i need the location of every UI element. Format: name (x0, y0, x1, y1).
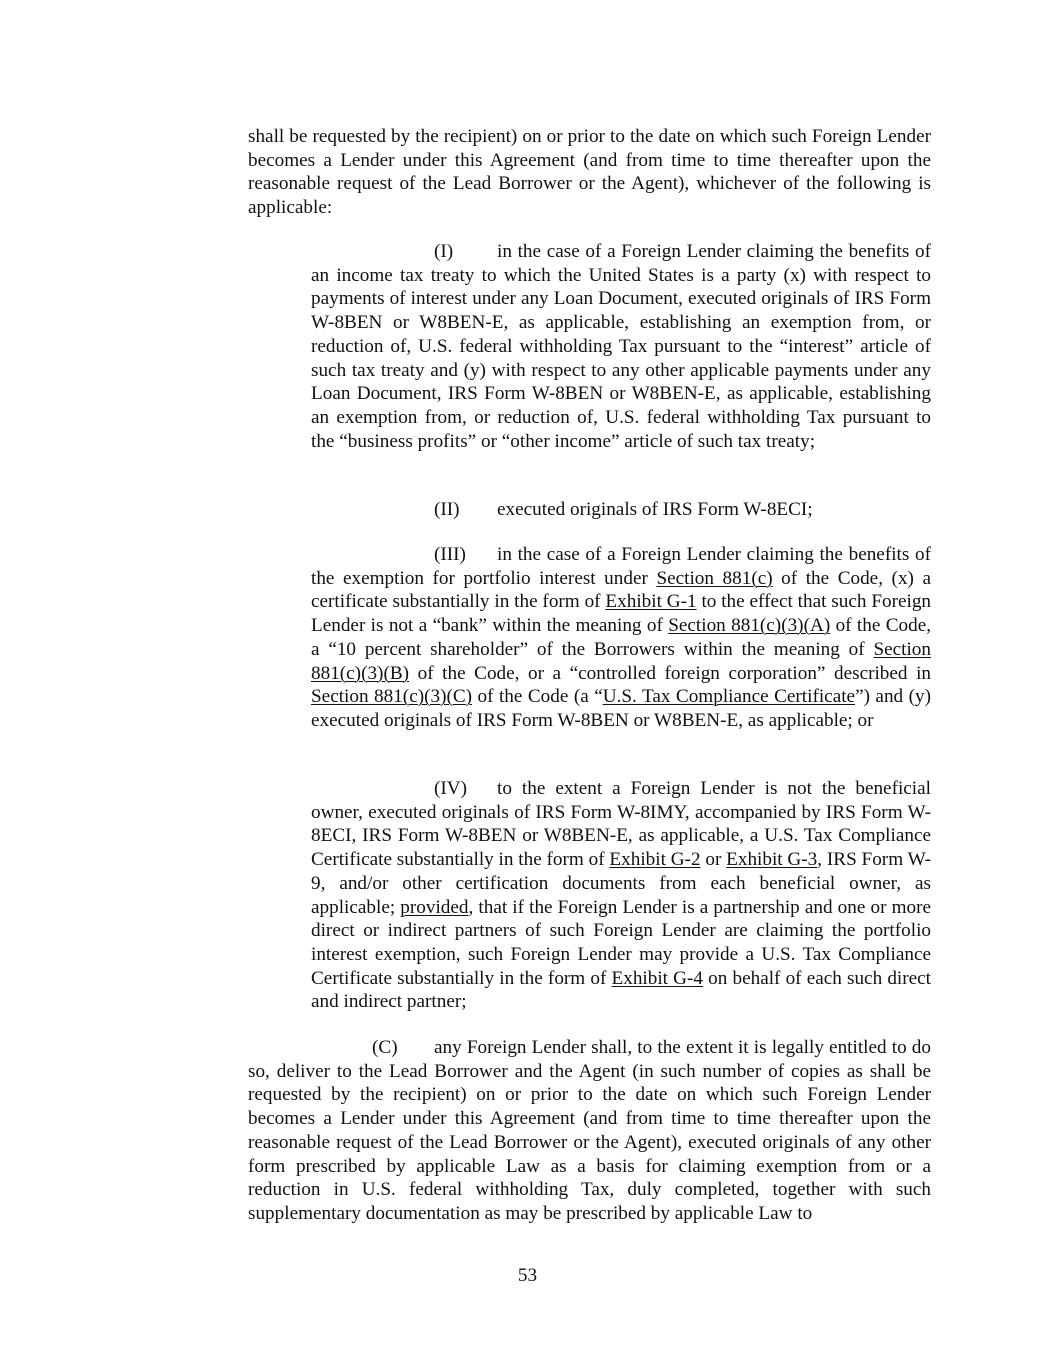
clause-i (311, 240, 931, 453)
section-881c3c-reference: Section 881(c)(3)(C) (311, 686, 473, 708)
section-881c3b-reference: Section 881(c)(3)(B) (311, 638, 931, 684)
tax-compliance-certificate-term: U.S. Tax Compliance Certificate (602, 686, 856, 708)
clause-iii-text: of the Code (a “ (472, 686, 603, 708)
clause-iv-text: , IRS Form W-9, and/or other certification documents from each beneficial owner, as applicable; (311, 849, 932, 918)
clause-iv-text: to the extent a Foreign Lender is not the beneficial owner, executed originals of IRS Form W-8IMY, accompanied by IRS Form W-8ECI, IRS Form W-8BEN or W8BEN-E, as applicable, a U.S. Tax Compliance Certificate substantially in the form of (311, 778, 931, 871)
clause-iv-text: , that if the Foreign Lender is a partnership and one or more direct or indirect partners of such Foreign Lender are claiming the portfolio interest exemption, such Foreign Lender may provide a U.S. Tax Compliance Certificate substantially in the form of (311, 896, 931, 989)
clause-iv-label: (IV) (434, 778, 468, 799)
intro-paragraph (248, 125, 931, 220)
clause-c-text: any Foreign Lender shall, to the extent it is legally entitled to do so, deliver to the Lead Borrower and the Agent (in such number of copies as shall be requested by the recipient) on or prior to the date on which such Foreign Lender becomes a Lender under this Agreement (and from time to time thereafter upon the reasonable request of the Lead Borrower or the Agent), executed originals of any other form prescribed by applicable Law as a basis for claiming exemption from or a reduction in U.S. federal withholding Tax, duly completed, together with such supplementary documentation as may be prescribed by applicable Law to (248, 1037, 931, 1224)
clause-ii-label: (II) (434, 499, 460, 520)
clause-iv (311, 777, 931, 1014)
clause-iv-text: or (700, 849, 727, 871)
clause-iii (311, 543, 931, 733)
clause-iii-text: of the Code, (x) a certificate substantially in the form of (311, 567, 931, 613)
section-881c-reference: Section 881(c) (656, 567, 773, 589)
clause-iii-text: to the effect that such Foreign Lender is not a “bank” within the meaning of (311, 591, 932, 637)
page-number: 53 (517, 1265, 538, 1286)
clause-c (248, 1036, 931, 1226)
exhibit-g2-reference: Exhibit G-2 (609, 849, 701, 871)
intro-text: shall be requested by the recipient) on or prior to the date on which such Foreign Lender becomes a Lender under this Agreement (and from time to time thereafter upon the reasonable request of the Lead Borrower or the Agent), whichever of the following is applicable: (248, 126, 931, 219)
provided-term: provided (400, 896, 469, 918)
clause-i-label: (I) (434, 241, 454, 262)
clause-c-label: (C) (372, 1037, 398, 1058)
clause-iii-text: ”) and (y) executed originals of IRS Form W-8BEN or W8BEN-E, as applicable; or (311, 686, 931, 731)
clause-iii-text: of the Code, a “10 percent shareholder” of the Borrowers within the meaning of (311, 615, 932, 660)
clause-iii-text: of the Code, or a “controlled foreign corporation” described in (409, 662, 931, 684)
clause-iii-text: in the case of a Foreign Lender claiming the benefits of the exemption for portfolio interest under (311, 544, 931, 589)
exhibit-g1-reference: Exhibit G-1 (605, 591, 697, 613)
clause-ii-text: executed originals of IRS Form W-8ECI; (497, 499, 813, 520)
clause-iv-text: on behalf of each such direct and indirect partner; (311, 967, 931, 1013)
clause-iii-label: (III) (434, 544, 466, 565)
exhibit-g3-reference: Exhibit G-3 (726, 849, 818, 871)
clause-i-text: in the case of a Foreign Lender claiming the benefits of an income tax treaty to which the United States is a party (x) with respect to payments of interest under any Loan Document, executed originals of IRS Form W-8BEN or W8BEN-E, as applicable, establishing an exemption from, or reduction of, U.S. federal withholding Tax pursuant to the “interest” article of such tax treaty and (y) with respect to any other applicable payments under any Loan Document, IRS Form W-8BEN or W8BEN-E, as applicable, establishing an exemption from, or reduction of, U.S. federal withholding Tax pursuant to the “business profits” or “other income” article of such tax treaty; (311, 241, 931, 452)
clause-ii (311, 498, 931, 522)
section-881c3a-reference: Section 881(c)(3)(A) (668, 615, 831, 637)
exhibit-g4-reference: Exhibit G-4 (611, 967, 703, 989)
